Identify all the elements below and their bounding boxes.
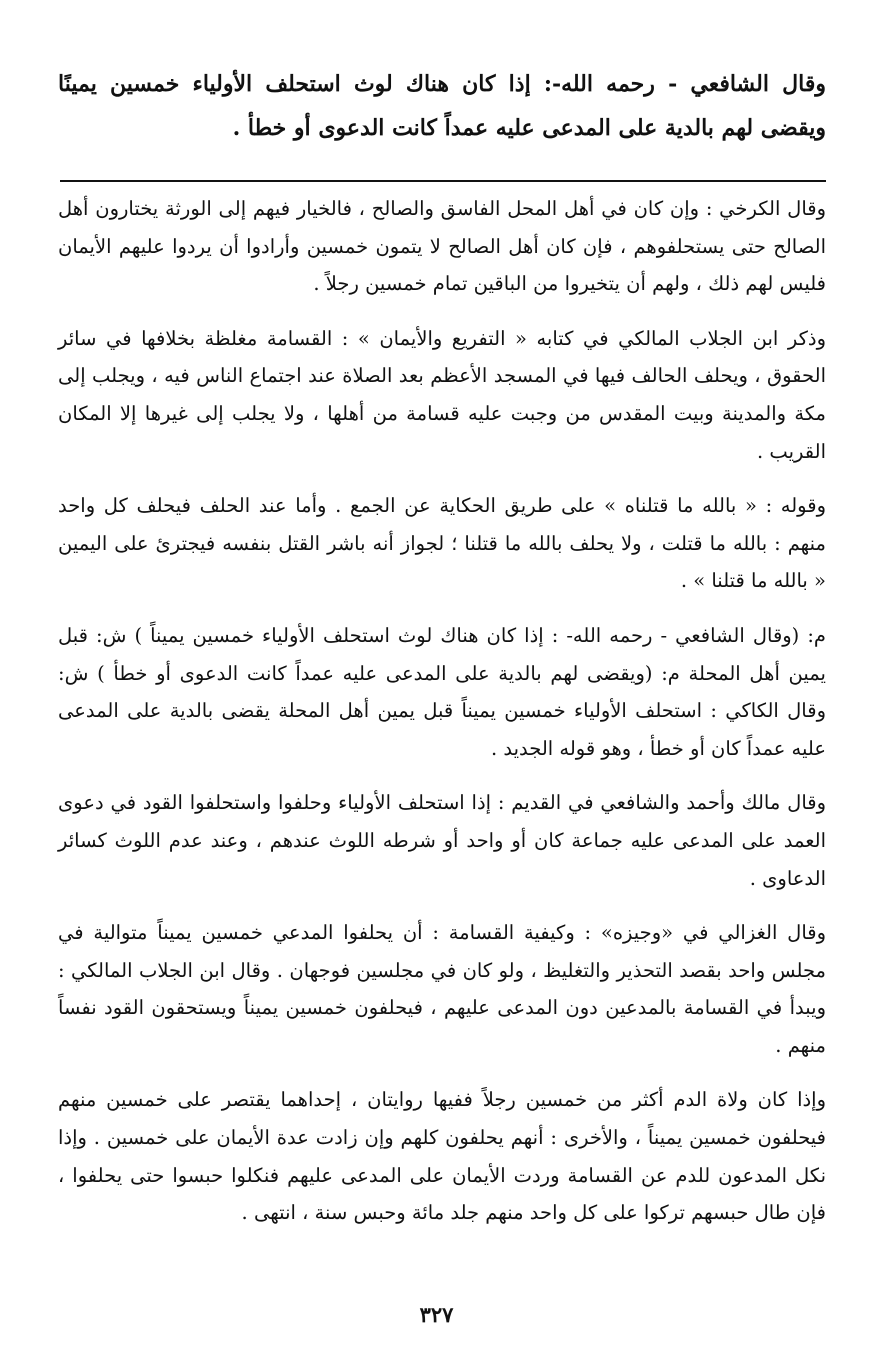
page-number: ٣٢٧: [419, 1302, 454, 1327]
separator-rule: [60, 180, 826, 182]
commentary-paragraph: وقال الكرخي : وإن كان في أهل المحل الفاسق والصالح ، فالخيار فيهم إلى الورثة يختارون أهل الصالح حتى يستحلفوهم ، فإن كان أهل الصالح لا يتمون خمسين وأرادوا أن يردوا عليهم الأيمان فليس لهم ذلك ، ولهم أن يتخيروا من الباقين تمام خمسين رجلاً .: [58, 197, 826, 296]
commentary-paragraph: وقال الغزالي في «وجيزه» : وكيفية القسامة : أن يحلفوا المدعي خمسين يميناً متوالية في مجلس واحد بقصد التحذير والتغليظ ، ولو كان في مجلسين فوجهان . وقال ابن الجلاب المالكي : ويبدأ في القسامة بالمدعين دون المدعى عليهم ، فيحلفون خمسين يميناً ويستحقون القود نفساً منهم .: [58, 921, 826, 1057]
commentary-paragraph: وإذا كان ولاة الدم أكثر من خمسين رجلاً ففيها روايتان ، إحداهما يقتصر على خمسين منهم فيحلفون خمسين يميناً ، والأخرى : أنهم يحلفون كلهم وإن زادت عدة الأيمان على خمسين . وإذا نكل المدعون للدم عن القسامة وردت الأيمان على المدعى عليهم فنكلوا حبسوا حتى يحلفوا ، فإن طال حبسهم تركوا على كل واحد منهم جلد مائة وحبس سنة ، انتهى .: [58, 1088, 826, 1225]
commentary-paragraph: وقال مالك وأحمد والشافعي في القديم : إذا استحلف الأولياء وحلفوا واستحلفوا القود في دعوى العمد على المدعى عليه جماعة كان أو واحد أو شرطه اللوث عندهم ، وعند عدم اللوث كسائر الدعاوى .: [58, 791, 826, 890]
commentary-paragraph: وذكر ابن الجلاب المالكي في كتابه « التفريع والأيمان » : القسامة مغلظة بخلافها في سائر الحقوق ، ويحلف الحالف فيها في المسجد الأعظم بعد الصلاة عند اجتماع الناس فيه ، ويجلب إلى مكة والمدينة وبيت المقدس من وجبت عليه قسامة من أهلها ، ولا يجلب إلى غيرها إلا المكان القريب .: [58, 326, 826, 463]
commentary-paragraph: م: (وقال الشافعي - رحمه الله- : إذا كان هناك لوث استحلف الأولياء خمسين يميناً ) ش: قبل يمين أهل المحلة م: (ويقضى لهم بالدية على المدعى عليه عمداً كانت الدعوى أو خطأ ) ش: وقال الكاكي : استحلف الأولياء خمسين يميناً قبل يمين أهل المحلة يقضى بالدية على المدعى عليه عمداً كان أو خطأ ، وهو قوله الجديد .: [58, 623, 826, 760]
commentary: [58, 190, 826, 1249]
commentary-paragraph: وقوله : « بالله ما قتلناه » على طريق الحكاية عن الجمع . وأما عند الحلف فيحلف كل واحد منهم : بالله ما قتلت ، ولا يحلف بالله ما قتلنا ؛ لجواز أنه باشر القتل بنفسه فيجترئ على اليمين « بالله ما قتلنا » .: [58, 494, 826, 593]
main-text: وقال الشافعي - رحمه الله-: إذا كان هناك لوث استحلف الأولياء خمسين يمينًا ويقضى لهم بالدية على المدعى عليه عمداً كانت الدعوى أو خطأ .: [58, 71, 826, 141]
